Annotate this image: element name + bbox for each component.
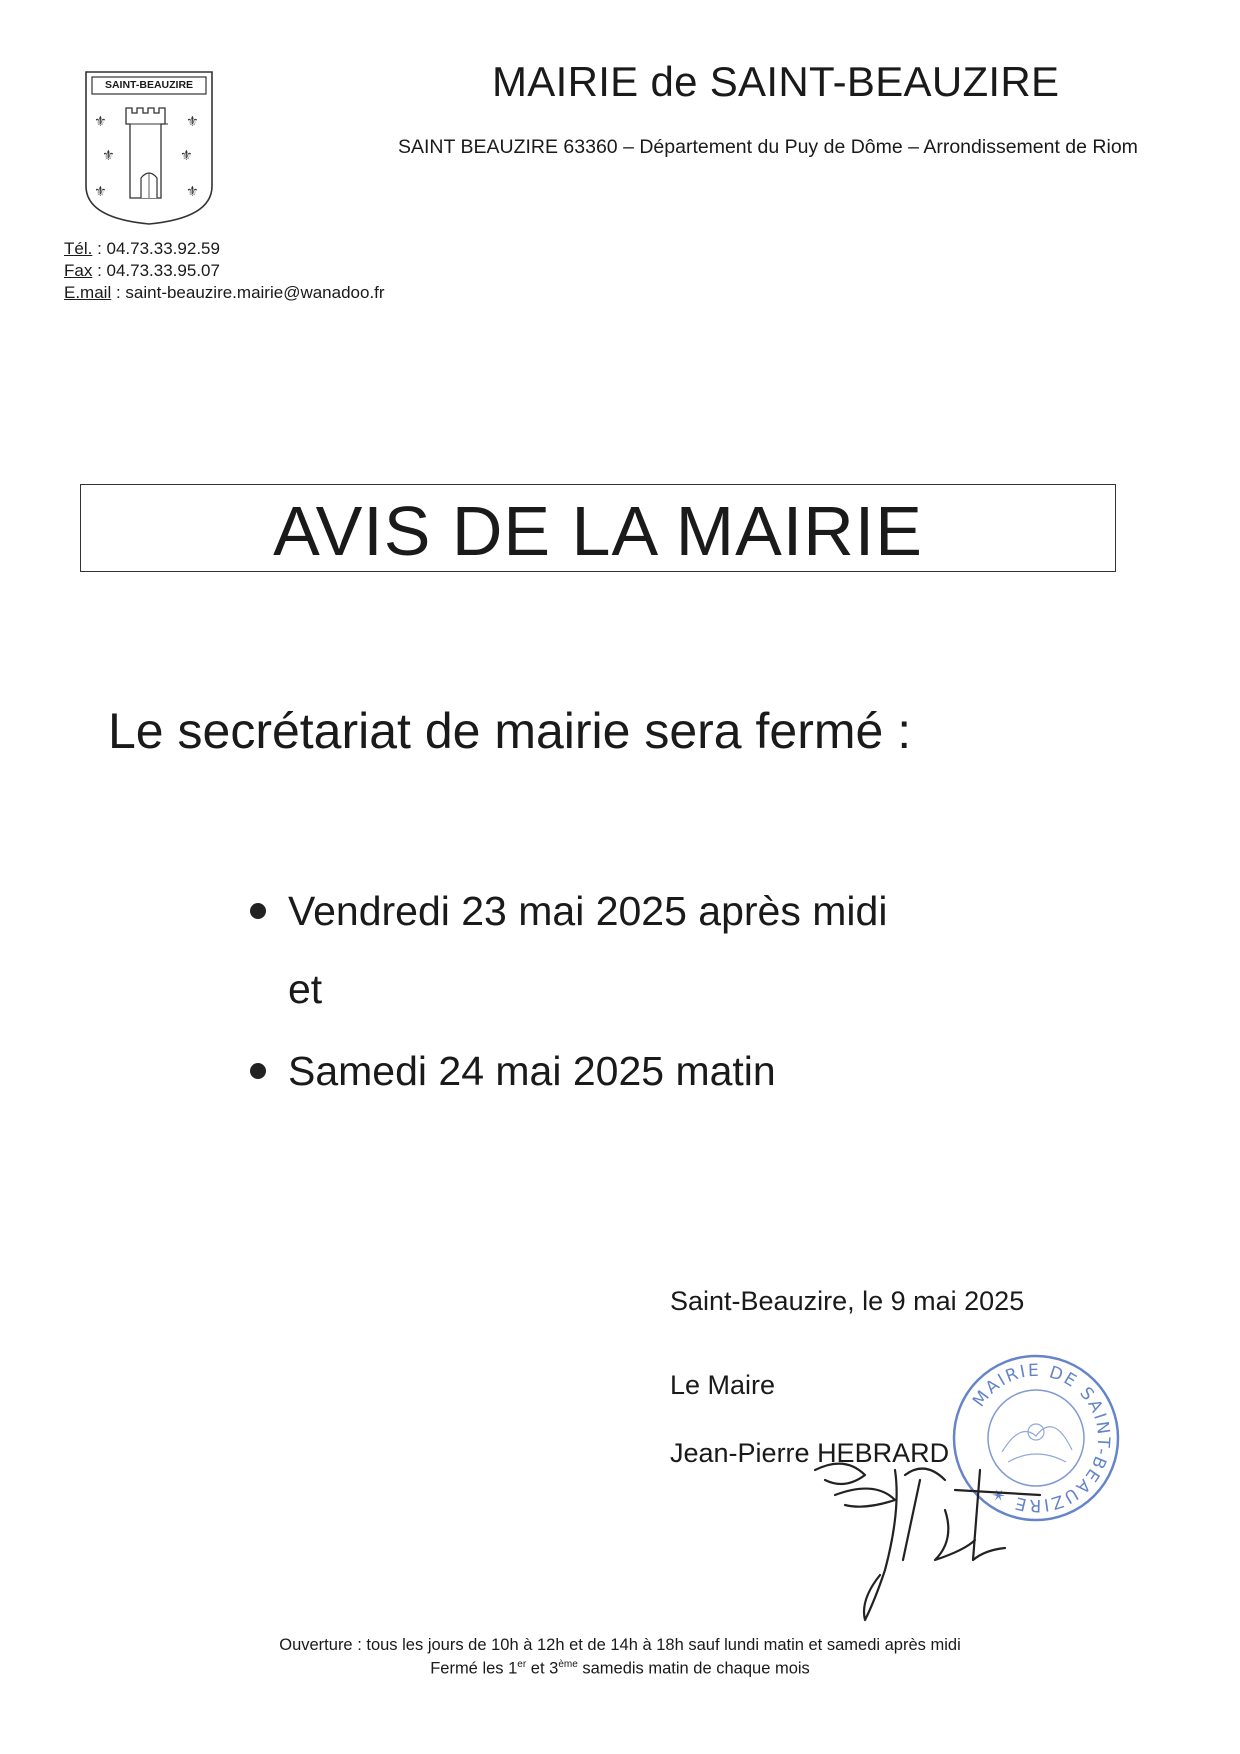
- closure-item: [250, 888, 887, 935]
- svg-text:⚜: ⚜: [186, 184, 199, 200]
- mairie-title: MAIRIE de SAINT-BEAUZIRE: [492, 58, 1060, 105]
- bullet-icon: [250, 903, 266, 919]
- notice-headline: Le secrétariat de mairie sera fermé :: [108, 703, 912, 759]
- place-date: Saint-Beauzire, le 9 mai 2025: [670, 1286, 1025, 1316]
- svg-text:⚜: ⚜: [186, 114, 199, 130]
- svg-text:⚜: ⚜: [94, 114, 107, 130]
- notice-title-box: [80, 484, 1116, 572]
- closure-item: [250, 1048, 776, 1095]
- notice-title: AVIS DE LA MAIRIE: [273, 492, 923, 570]
- svg-text:⚜: ⚜: [94, 184, 107, 200]
- email-label: E.mail: [64, 283, 112, 302]
- tel-label: Tél.: [64, 239, 93, 258]
- signature-icon: [805, 1450, 1065, 1630]
- svg-text:⚜: ⚜: [180, 148, 193, 164]
- contact-fax: [64, 260, 385, 282]
- opening-hours: Ouverture : tous les jours de 10h à 12h et de 14h à 18h sauf lundi matin et samedi après midi: [279, 1636, 961, 1654]
- closure-note-part: et 3: [526, 1659, 559, 1678]
- ordinal-suffix: ème: [558, 1659, 578, 1670]
- closure-text: Vendredi 23 mai 2025 après midi: [288, 888, 888, 934]
- ordinal-suffix: er: [517, 1659, 527, 1670]
- bullet-icon: [250, 1063, 266, 1079]
- fax-value: : 04.73.33.95.07: [92, 261, 220, 280]
- closure-note-part: Fermé les 1: [430, 1659, 518, 1678]
- mayor-title: Le Maire: [670, 1370, 776, 1400]
- closure-note-part: samedis matin de chaque mois: [577, 1659, 810, 1678]
- svg-text:⚜: ⚜: [102, 148, 115, 164]
- closure-note: [0, 1659, 1240, 1679]
- contact-email: [64, 282, 385, 304]
- municipal-crest: [82, 68, 216, 228]
- contact-tel: [64, 238, 385, 260]
- closure-connector: et: [288, 966, 323, 1012]
- mayor-signature: [805, 1450, 1065, 1630]
- svg-text:MAIRIE DE SAINT-BEAUZIRE ✶: MAIRIE DE SAINT-BEAUZIRE ✶: [969, 1360, 1114, 1516]
- mayor-name: Jean-Pierre HEBRARD: [670, 1438, 950, 1468]
- closure-text: Samedi 24 mai 2025 matin: [288, 1048, 776, 1094]
- crest-label: SAINT-BEAUZIRE: [104, 79, 194, 91]
- fax-label: Fax: [64, 261, 93, 280]
- tel-value: : 04.73.33.92.59: [92, 239, 220, 258]
- email-value: : saint-beauzire.mairie@wanadoo.fr: [111, 283, 385, 302]
- mairie-subtitle: SAINT BEAUZIRE 63360 – Département du Puy de Dôme – Arrondissement de Riom: [398, 136, 1138, 158]
- contact-block: [64, 238, 385, 304]
